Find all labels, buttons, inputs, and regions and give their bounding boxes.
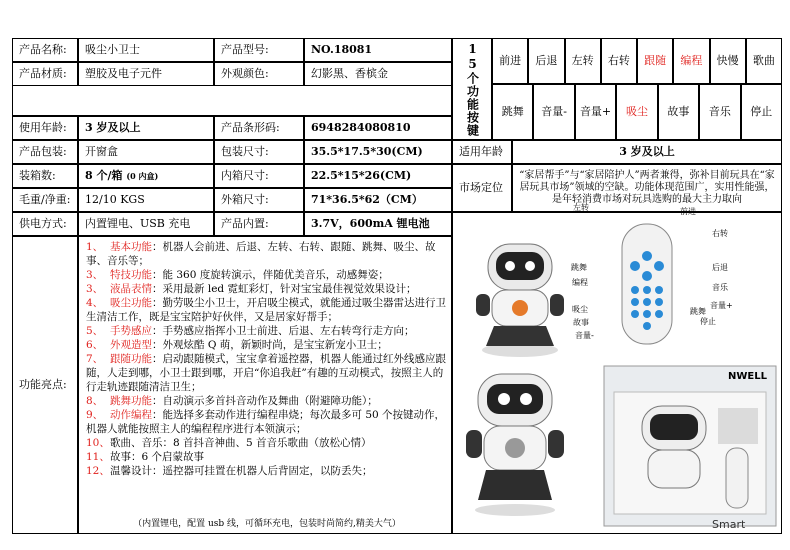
name-value: 吸尘小卫士 [78,38,214,62]
function-row-1 [492,38,782,84]
feature-number: 3、 [86,283,104,295]
function-key: 快慢 [710,38,746,84]
remote-label: 音量+ [710,301,733,310]
feature-heading: 跳舞功能 [110,395,152,407]
feature-number: 4、 [86,297,104,309]
feature-item [86,394,448,408]
remote-label: 吸尘 [572,305,588,314]
feature-text: 故事：6 个启蒙故事 [110,451,205,463]
barcode-label: 产品条形码: [214,116,304,140]
feature-heading: 液晶表情 [110,283,152,295]
function-key: 左转 [565,38,601,84]
name-label: 产品名称: [12,38,78,62]
feature-heading: 手势感应 [110,325,152,337]
feature-item [86,268,448,282]
innersize-label: 内箱尺寸: [214,164,304,188]
weight-value: 12/10 KGS [78,188,214,212]
feature-heading: 基本功能 [110,241,152,253]
market-text: “家居帮手”与“家居陪护人”两者兼得，弥补目前玩具在“家居玩具市场”领域的空缺。功能体现范围广，实用性能强，是年轻消费市场对玩具选购的最大主力取向 [512,164,782,212]
function-key: 歌曲 [746,38,782,84]
package-label: 产品包装: [12,140,78,164]
feature-number: 12、 [86,465,110,477]
remote-label: 音量- [575,331,594,340]
feature-item [86,464,448,478]
box-brand: NWELL [728,371,767,382]
function-key: 右转 [601,38,637,84]
feature-text: ：勤劳吸尘小卫士，开启吸尘模式，就能通过吸尘器雷达进行卫生清洁工作，既是宝宝陪护好伙伴，又是居家好帮手； [86,297,446,323]
battery-value: 3.7V，600mA 锂电池 [304,212,452,236]
function-key: 跟随 [637,38,673,84]
remote-label: 左转 [573,203,589,212]
remote-label: 故事 [573,318,589,327]
function-keys-title-text: 15个功能按键 [465,41,480,137]
feature-text: 歌曲、音乐：8 首抖音神曲、5 首音乐歌曲（放松心情） [110,437,372,449]
function-key: 音量- [533,84,574,140]
feature-number: 9、 [86,409,104,421]
color-label: 外观颜色: [214,62,304,86]
package-value: 开窗盒 [78,140,214,164]
feature-item [86,296,448,324]
feature-item [86,338,448,352]
qty-value-cell [78,164,214,188]
material-value: 塑胶及电子元件 [78,62,214,86]
outersize-value: 71*36.5*62（CM） [304,188,452,212]
function-key: 前进 [492,38,528,84]
pkgsize-label: 包装尺寸: [214,140,304,164]
remote-label: 前进 [680,207,696,216]
function-key: 吸尘 [616,84,657,140]
function-key: 后退 [528,38,564,84]
function-row-2 [492,84,782,140]
feature-text: ：采用最新 led 霓虹彩灯，针对宝宝最佳视觉效果设计； [152,283,417,295]
feature-heading: 跟随功能 [110,353,152,365]
feature-text: ：能选择多套动作进行编程串烧；每次最多可 50 个按键动作，机器人就能按照主人的编程程序进行本领演示； [86,409,446,435]
feature-item [86,450,448,464]
features-list [86,240,448,514]
qty-sub: (0 内盒) [126,171,159,181]
feature-item [86,436,448,450]
feature-text: ：手势感应指挥小卫士前进、后退、左右转弯行走方向； [152,325,415,337]
function-key: 音乐 [699,84,740,140]
weight-label: 毛重/净重: [12,188,78,212]
model-label: 产品型号: [214,38,304,62]
feature-number: 11、 [86,451,110,463]
market-label: 市场定位 [452,164,512,212]
model-value: NO.18081 [304,38,452,62]
spec-sheet [12,38,782,534]
pkgsize-value: 35.5*17.5*30(CM) [304,140,452,164]
material-label: 产品材质: [12,62,78,86]
function-key: 音量+ [575,84,616,140]
features-footer: （内置锂电，配置 usb 线，可循环充电，包装时尚简约,精美大气） [133,519,401,529]
robot-image-1 [470,238,570,358]
feature-item [86,282,448,296]
outersize-label: 外箱尺寸: [214,188,304,212]
remote-control-image [602,220,692,350]
feature-number: 7、 [86,353,104,365]
barcode-value: 6948284080810 [304,116,452,140]
feature-heading: 特技功能 [110,269,152,281]
function-key: 编程 [673,38,709,84]
innersize-value: 22.5*15*26(CM) [304,164,452,188]
age-value: 3 岁及以上 [78,116,214,140]
power-label: 供电方式: [12,212,78,236]
robot-image-2 [460,368,570,518]
feature-item [86,324,448,338]
remote-label: 后退 [712,263,728,272]
feature-number: 3、 [86,269,104,281]
feature-heading: 外观造型 [110,339,152,351]
remote-label: 编程 [572,278,588,287]
remote-label: 跳舞 [690,307,706,316]
feature-item [86,240,448,268]
power-value: 内置锂电、USB 充电 [78,212,214,236]
box-model: Smart [712,518,746,531]
function-key: 故事 [658,84,699,140]
function-key: 停止 [741,84,782,140]
features-label: 功能亮点: [12,236,78,534]
feature-heading: 吸尘功能 [110,297,152,309]
feature-item [86,352,448,394]
audience-value: 3 岁及以上 [512,140,782,164]
feature-text: ：能 360 度旋转演示，伴随优美音乐，动感舞姿； [152,269,389,281]
product-box-image [602,364,778,529]
color-value: 幻影黑、香槟金 [304,62,452,86]
blank-row [12,86,452,116]
feature-heading: 动作编程 [110,409,152,421]
remote-label: 停止 [700,317,716,326]
feature-text: ：外观炫酷 Q 萌，新颖时尚，是宝宝新宠小卫士； [152,339,388,351]
function-key: 跳舞 [492,84,533,140]
function-keys-title [452,38,492,140]
age-label: 使用年龄: [12,116,78,140]
battery-label: 产品内置: [214,212,304,236]
audience-label: 适用年龄 [452,140,512,164]
feature-number: 8、 [86,395,104,407]
remote-label: 跳舞 [571,263,587,272]
feature-text: 温馨设计：遥控器可挂置在机器人后背固定，以防丢失； [110,465,373,477]
feature-item [86,408,448,436]
remote-label: 音乐 [712,283,728,292]
feature-text: ：自动演示多首抖音动作及舞曲（附避障功能）； [152,395,378,407]
feature-text: ：机器人会前进、后退、左转、右转、跟随、跳舞、吸尘、故事、音乐等； [86,241,436,267]
feature-number: 6、 [86,339,104,351]
remote-label: 右转 [712,229,728,238]
qty-label: 装箱数: [12,164,78,188]
feature-number: 1、 [86,241,104,253]
feature-number: 10、 [86,437,110,449]
qty-value: 8 个/箱 [85,169,123,183]
feature-text: ：启动跟随模式，宝宝拿着遥控器，机器人能通过红外线感应跟随，人走到哪，小卫士跟到哪，开启“你追我赶”有趣的互动模式，按照主人的行走轨迹跟随清洁卫生； [86,353,446,393]
feature-number: 5、 [86,325,104,337]
